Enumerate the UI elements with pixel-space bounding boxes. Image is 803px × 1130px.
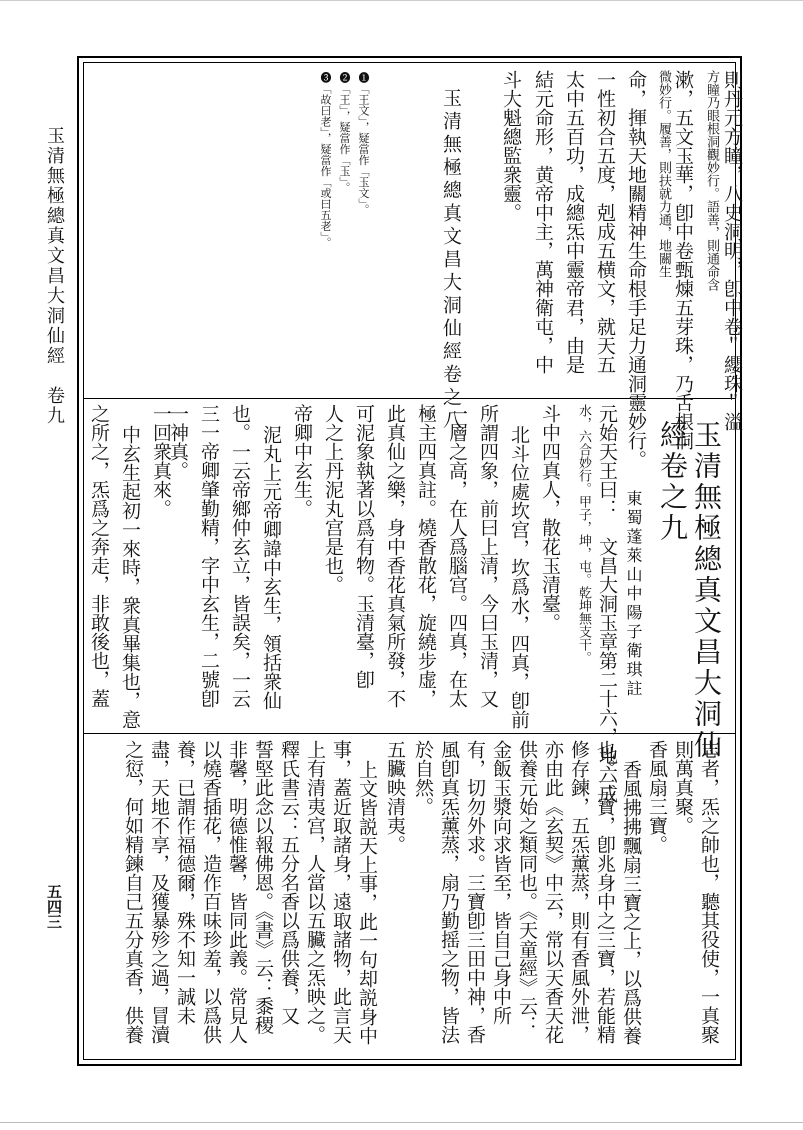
text-line: 也。一云帝鄉仲玄立，皆誤矣，一云 [229, 404, 251, 708]
text-line: 誓堅此念以報佛恩。《書》云：黍稷 [252, 740, 274, 1035]
text-line: 上有清夷宫，人當以五臟之炁映之。 [304, 740, 326, 1044]
footnote: ❶「王文」，疑當作「玉文」。 [357, 72, 370, 215]
text-line: 非馨，明德惟馨，皆同此義。常見人 [226, 740, 248, 1044]
note-line: 水，六合妙行。甲子，坤，屯。乾坤無支干。 [576, 404, 591, 664]
text-line: 上文皆説天上事，此一句却説身中 [356, 760, 378, 1045]
text-line: 養，已謂作福德爾，殊不知一誠未 [174, 740, 196, 1025]
text-line: 斗中四真人，散花玉清臺。 [539, 404, 561, 632]
text-line: 結元命形，黄帝中主，萬神衛屯，中 [532, 70, 554, 374]
verse-line: 香風扇三寶。 [646, 740, 668, 854]
text-line: 太中五百功，成總炁中靈帝君，由是 [563, 70, 585, 374]
text-line: 元始天王曰： 文昌大洞玉章第二十六，地六成 [596, 404, 618, 803]
text-line: 斗大魁總監衆靈。 [500, 70, 522, 222]
text-line: 於自然。 [412, 740, 434, 816]
chapter-title: 經卷之九 [656, 420, 689, 544]
author-line: 東蜀蓬萊山中陽子衛琪註 [624, 490, 643, 699]
text-line: 事，蓋近取諸身，遠取諸物，此言天 [330, 740, 352, 1044]
text-line: 一層之高，在人爲腦宫。四真，在太 [446, 404, 468, 708]
text-line: 之愆，何如精鍊自己五分真香，供養 [122, 740, 144, 1044]
text-line: 中玄生起初一來時，衆真畢集也，意 [119, 425, 141, 729]
text-line: 則丹元方瞳，八史洞明，卽中卷＂纓珠＂溢 [721, 70, 743, 431]
verse-line: 一回衆真來。 [150, 404, 172, 518]
text-line: 漱，五文玉華，卽中卷甄煉五芽珠，乃舌根洞 [672, 70, 694, 450]
closing-title: 玉清無極總真文昌大洞仙經卷之八 [440, 88, 462, 433]
running-title: 玉清無極總真文昌大洞仙經 卷九 [44, 126, 65, 426]
text-line: 香風拂拂飄扇三寶之上，以爲供養 [620, 760, 642, 1045]
text-line: 極主四真註。燒香散花，旋繞步虚， [415, 404, 437, 708]
page-number: 五四三 [45, 884, 63, 929]
text-line: 風卽真炁薰蒸，扇乃勤摇之物，皆法 [438, 740, 460, 1044]
note-line: 微妙行。履善，則扶就力通，地關生 [656, 70, 671, 278]
footnote: ❷「王」，疑當作「玉」。 [338, 72, 351, 193]
text-line: 供養元始之類同也。《天童經》云： [516, 740, 538, 1035]
text-line: 修存鍊，五炁薰蒸，則有香風外泄， [568, 740, 590, 1044]
verse-line: 五臟映清夷。 [384, 740, 406, 854]
text-line: 三一帝卿肇勤精，字中玄生，二號卽 [198, 404, 220, 708]
text-line: 人之上丹泥丸宫是也。 [322, 404, 344, 594]
text-line: 以燒香插花，造作百味珍羞，以爲供 [200, 740, 222, 1044]
text-line: 也。三寶，卽兆身中之三寶，若能精 [594, 740, 616, 1044]
text-line: 一神真。 [167, 404, 189, 480]
text-line: 釋氏書云：五分名香以爲供養，又 [278, 740, 300, 1025]
text-line: 之所之，炁爲之奔走，非敢後也，蓋 [88, 404, 110, 708]
text-line: 亦由此《玄契》中云，常以天香天花 [542, 740, 564, 1044]
text-line: 金飯玉漿向求皆至，皆自己身中所 [490, 740, 512, 1025]
text-line: 一性初合五度，剋成五横文，就天五 [594, 70, 616, 374]
text-line: 有，切勿外求。三寶卽三田中神，香 [464, 740, 486, 1044]
text-line: 盡，天地不享，及獲暴殄之過，冒瀆 [148, 740, 170, 1044]
text-line: 則萬真聚。 [672, 740, 694, 835]
text-line: 可泥象執著以爲有物。玉清臺，卽 [353, 404, 375, 689]
text-line: 泥丸上元帝卿諱中玄生，領括衆仙 [260, 425, 282, 710]
verse-line: 帝卿中玄生。 [291, 404, 313, 518]
chapter-title: 玉清無極總真文昌大洞仙 [690, 420, 723, 761]
text-line: 志者，炁之帥也，聽其役使，一真聚 [698, 740, 720, 1044]
text-line: 此真仙之樂，身中香花真氣所發，不 [384, 404, 406, 708]
note-line: 方瞳乃眼根洞觀妙行。語善，則通命含 [704, 70, 719, 291]
text-line: 命，揮執天地關精神生命根手足力通洞靈妙行。 [625, 70, 647, 469]
text-line: 北斗位處坎宫，坎爲水，四真，卽前 [508, 425, 530, 729]
text-line: 所謂四象，前曰上清，今曰玉清，又 [477, 404, 499, 708]
footnote: ❸「故曰老」，疑當作「或曰五老」。 [319, 72, 332, 248]
